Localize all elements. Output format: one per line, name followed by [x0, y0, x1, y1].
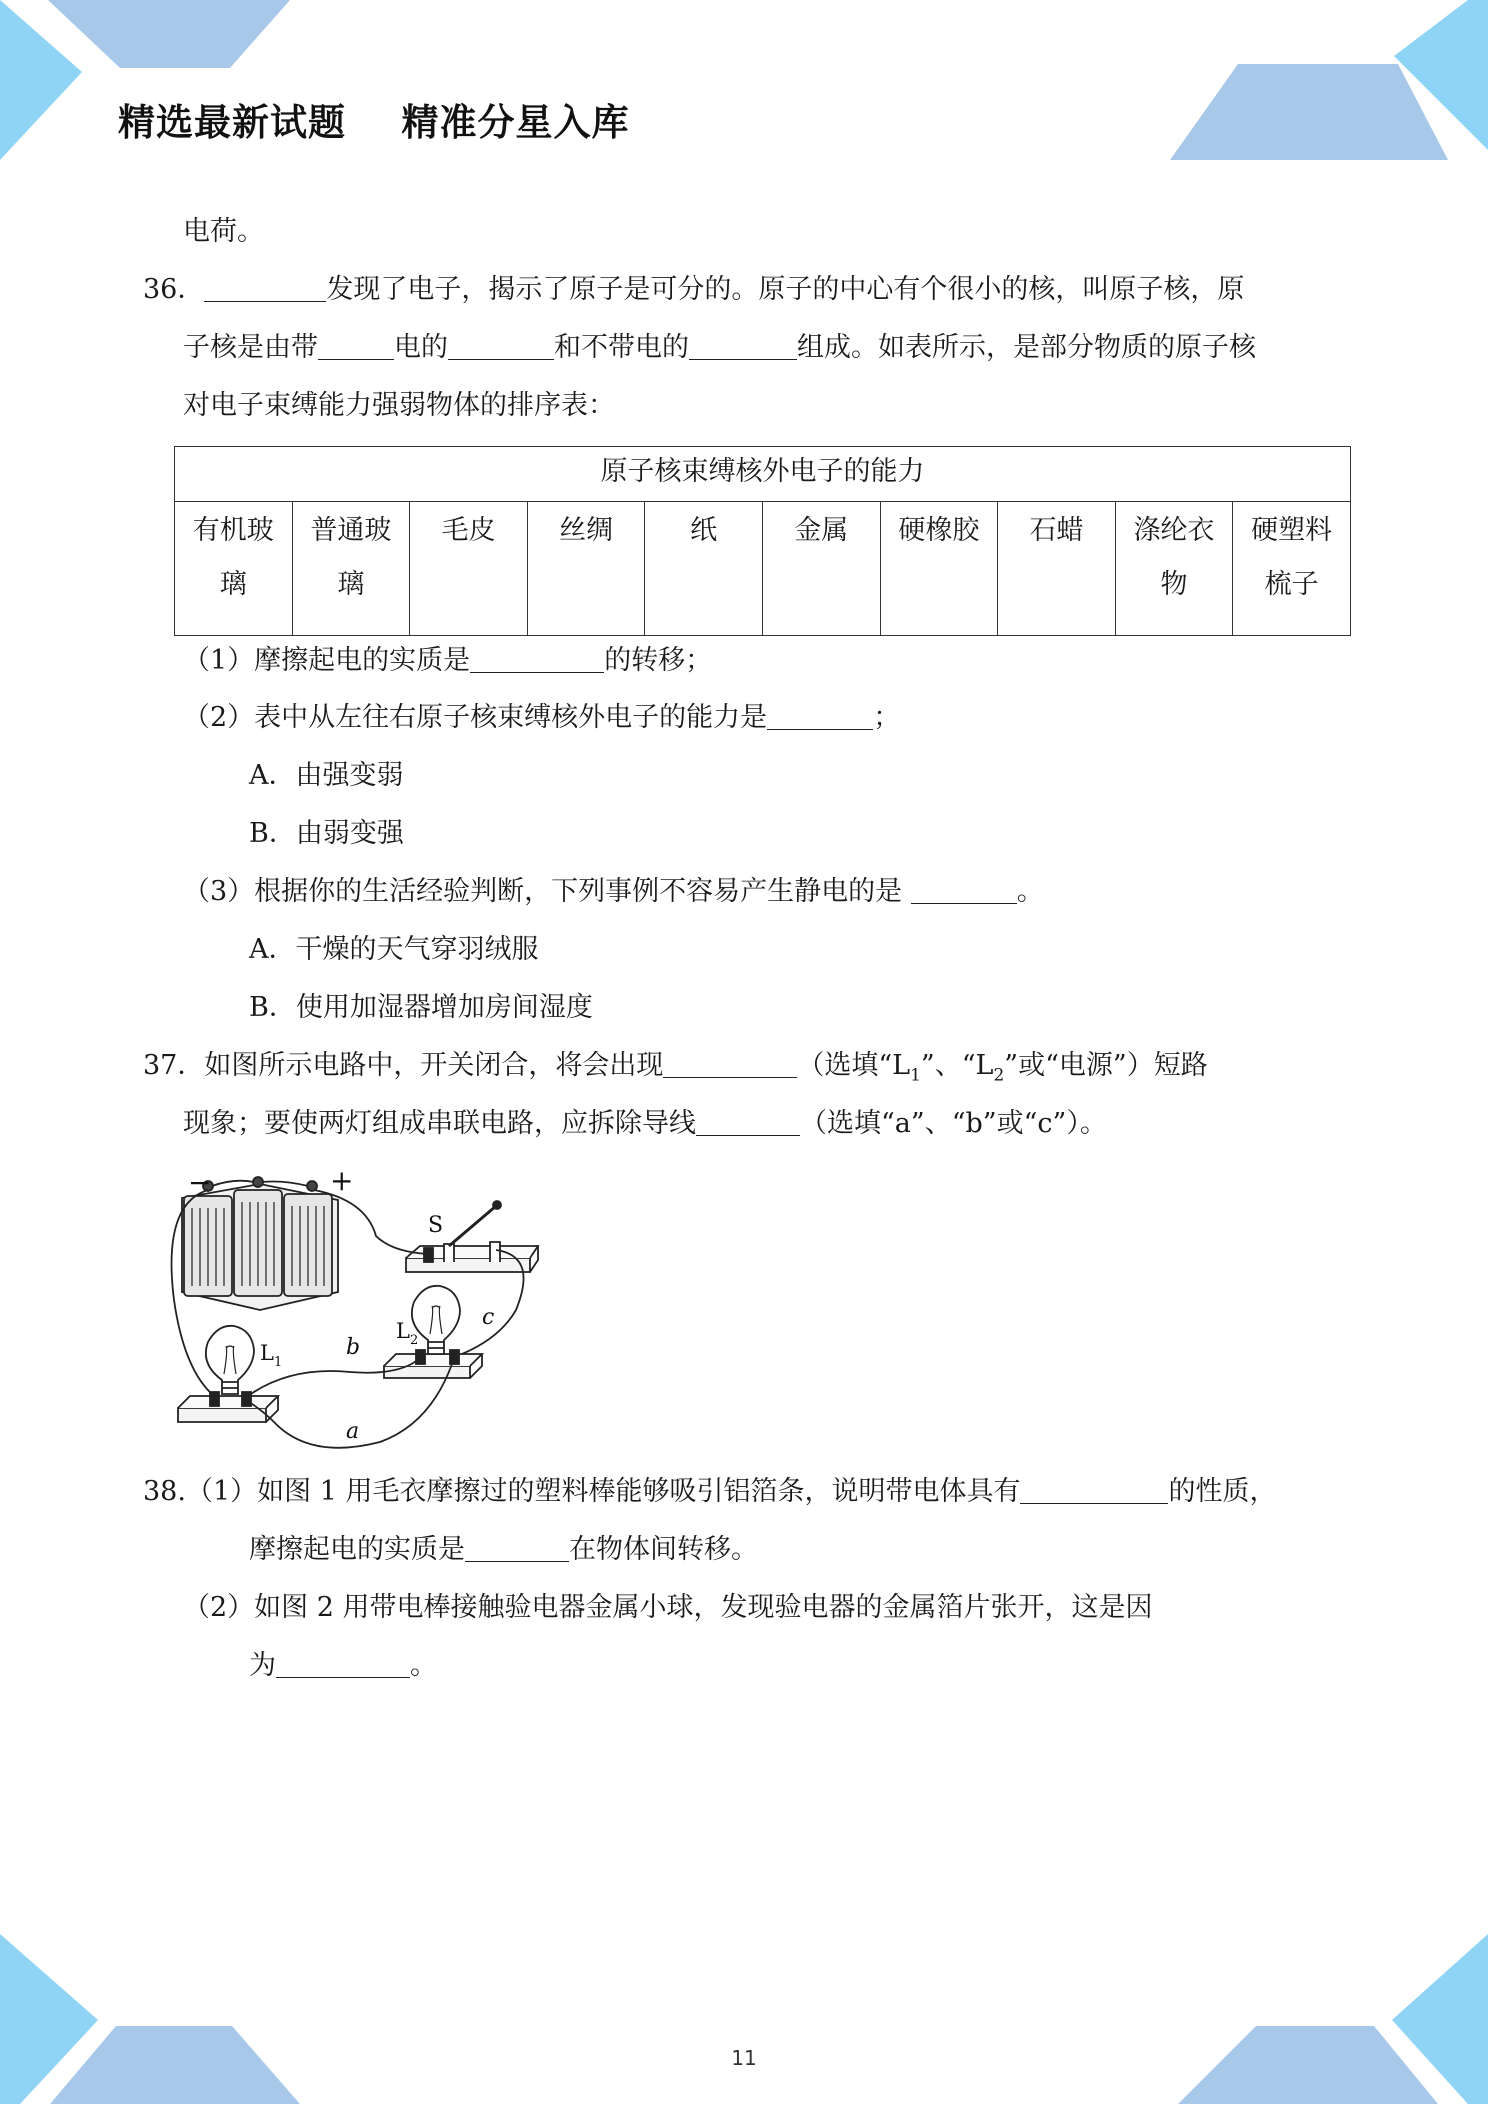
- text: 37．如图所示电路中，开关闭合，将会出现: [143, 1050, 664, 1081]
- text: 为: [249, 1650, 276, 1681]
- option-text: B．使用加湿器增加房间湿度: [249, 992, 593, 1023]
- cell-line: 硬橡胶: [898, 515, 980, 546]
- wire-b-label: b: [346, 1335, 361, 1360]
- question-37-line-2: [183, 1104, 1107, 1144]
- lamp-letter: L: [396, 1319, 410, 1343]
- answer-blank[interactable]: [448, 331, 554, 360]
- cell-line: 有机玻: [192, 515, 274, 546]
- question-38-line-3: [183, 1588, 1153, 1628]
- battery-cell: [184, 1196, 232, 1296]
- text: （2）表中从左往右原子核束缚核外电子的能力是: [183, 702, 768, 733]
- text: 在物体间转移。: [569, 1534, 758, 1565]
- answer-blank[interactable]: [663, 1049, 797, 1078]
- question-38-line-4: [249, 1646, 437, 1686]
- table-cell: [1115, 502, 1233, 636]
- option-b: [249, 988, 593, 1028]
- sub-question-2: [183, 698, 900, 738]
- page-number: 11: [731, 2046, 757, 2070]
- text: 。: [410, 1650, 437, 1681]
- bottom-left-decoration: [0, 1924, 320, 2104]
- table-cell: [645, 502, 763, 636]
- question-36-line-3: [183, 386, 615, 426]
- answer-blank[interactable]: [204, 273, 326, 302]
- table-cell: [410, 502, 528, 636]
- circuit-diagram: [170, 1160, 540, 1460]
- lamp-1-label: [260, 1341, 282, 1370]
- table-cell: [880, 502, 998, 636]
- table-cell: [292, 502, 410, 636]
- cell-line: 纸: [690, 515, 718, 546]
- battery-cell: [284, 1194, 332, 1296]
- text: 对电子束缚能力强弱物体的排序表：: [183, 390, 615, 421]
- cell-line: 璃: [219, 569, 247, 600]
- question-number: 36．: [143, 274, 205, 305]
- option-text: B．由弱变强: [249, 818, 404, 849]
- text: 电荷。: [183, 216, 264, 247]
- text: 摩擦起电的实质是: [249, 1534, 465, 1565]
- cell-line: 毛皮: [441, 515, 496, 546]
- bottom-right-decoration: [1148, 1924, 1488, 2104]
- answer-blank[interactable]: [465, 1533, 569, 1562]
- subscript: 1: [910, 1065, 921, 1086]
- answer-blank[interactable]: [689, 331, 797, 360]
- text: （选填“a”、“b”或“c”）。: [800, 1108, 1107, 1139]
- cell-line: 物: [1160, 569, 1188, 600]
- text: ”、“L: [920, 1050, 994, 1081]
- cell-line: 涤纶衣: [1133, 515, 1215, 546]
- option-b: [249, 814, 404, 854]
- question-38-line-1: [143, 1472, 1276, 1512]
- option-text: A．干燥的天气穿羽绒服: [249, 934, 539, 965]
- header-title: 精选最新试题 精准分星入库: [118, 101, 630, 144]
- table-title: 原子核束缚核外电子的能力: [175, 447, 1351, 502]
- positive-terminal-label: +: [330, 1164, 354, 1197]
- question-36-line-1: [143, 270, 1244, 310]
- answer-blank[interactable]: [696, 1107, 800, 1136]
- answer-blank[interactable]: [276, 1649, 410, 1678]
- sub-question-1: [183, 641, 712, 681]
- option-a: [249, 930, 539, 970]
- cell-line: 璃: [337, 569, 365, 600]
- table-cell: [1233, 502, 1351, 636]
- text: （2）如图 2 用带电棒接触验电器金属小球，发现验电器的金属箔片张开，这是因: [183, 1592, 1153, 1623]
- text: ；: [873, 702, 901, 733]
- question-36-line-2: [183, 328, 1256, 368]
- text-line: [183, 212, 264, 252]
- text: ”或“电源”）短路: [1004, 1050, 1208, 1081]
- text: 发现了电子，揭示了原子是可分的。原子的中心有个很小的核，叫原子核，原: [326, 274, 1245, 305]
- option-a: [249, 756, 404, 796]
- text: 。: [1016, 876, 1044, 907]
- electron-binding-table: [174, 446, 1351, 636]
- table-cell: [175, 502, 293, 636]
- sub-question-3: [183, 872, 1044, 912]
- text: （3）根据你的生活经验判断，下列事例不容易产生静电的是: [183, 876, 911, 907]
- text: 子核是由带: [183, 332, 318, 363]
- answer-blank[interactable]: [911, 875, 1017, 904]
- cell-line: 硬塑料: [1251, 515, 1333, 546]
- lamp-index: 1: [273, 1355, 283, 1370]
- question-38-line-2: [249, 1530, 758, 1570]
- negative-terminal-label: −: [188, 1166, 212, 1199]
- table-cell: [998, 502, 1116, 636]
- wire-a-label: a: [346, 1419, 360, 1444]
- switch-label: S: [428, 1213, 444, 1238]
- cell-line: 金属: [794, 515, 849, 546]
- text: 和不带电的: [554, 332, 689, 363]
- text: 现象；要使两灯组成串联电路，应拆除导线: [183, 1108, 696, 1139]
- table-cell: [527, 502, 645, 636]
- cell-line: 丝绸: [559, 515, 614, 546]
- text: （选填“L: [797, 1050, 911, 1081]
- top-right-decoration: [1158, 0, 1488, 170]
- text: （1）摩擦起电的实质是: [183, 645, 471, 676]
- battery-cell: [234, 1190, 282, 1296]
- option-text: A．由强变弱: [249, 760, 404, 791]
- answer-blank[interactable]: [1020, 1475, 1168, 1504]
- table-row: [175, 502, 1351, 636]
- text: 电的: [394, 332, 448, 363]
- cell-line: 石蜡: [1029, 515, 1084, 546]
- answer-blank[interactable]: [767, 701, 873, 730]
- question-37-line-1: [143, 1046, 1208, 1095]
- text: 的性质，: [1168, 1476, 1277, 1507]
- cell-line: 普通玻: [310, 515, 392, 546]
- answer-blank[interactable]: [470, 644, 604, 673]
- text: 组成。如表所示，是部分物质的原子核: [797, 332, 1256, 363]
- text: 的转移；: [604, 645, 713, 676]
- text: 38.（1）如图 1 用毛衣摩擦过的塑料棒能够吸引铝箔条，说明带电体具有: [143, 1476, 1021, 1507]
- lamp-letter: L: [260, 1341, 274, 1365]
- lamp-index: 2: [409, 1333, 419, 1348]
- answer-blank[interactable]: [318, 331, 394, 360]
- cell-line: 梳子: [1264, 569, 1319, 600]
- subscript: 2: [993, 1065, 1005, 1086]
- wire-c-label: c: [482, 1305, 495, 1330]
- table-cell: [762, 502, 880, 636]
